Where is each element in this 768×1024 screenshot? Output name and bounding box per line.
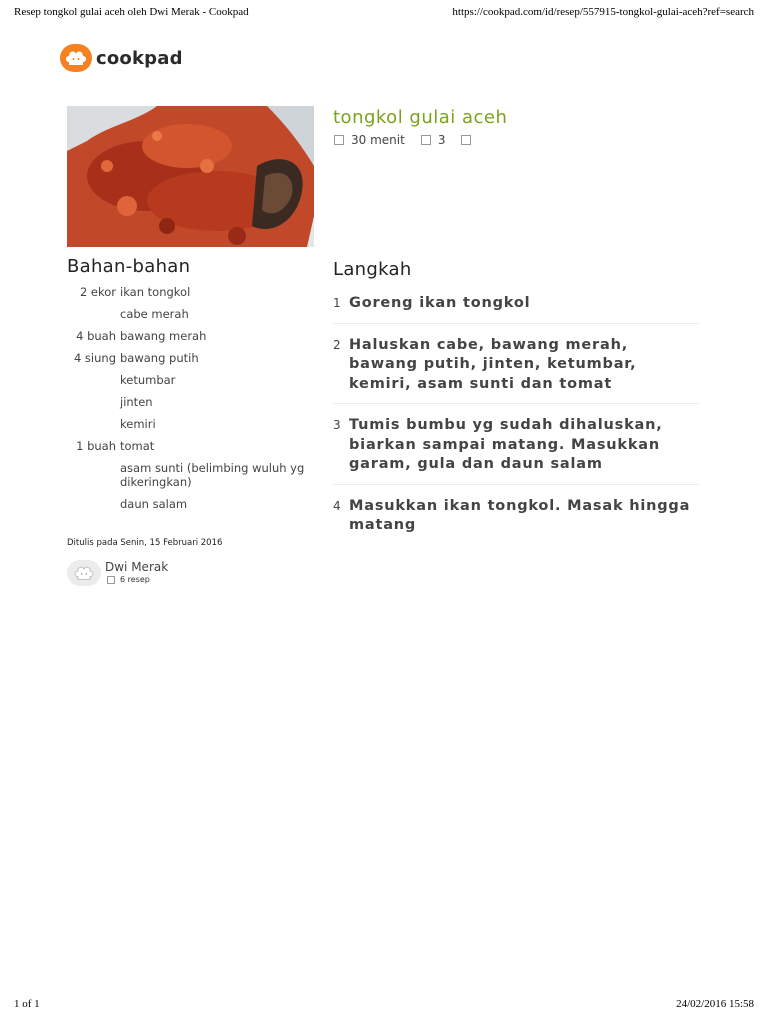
ingredient-qty (67, 307, 120, 321)
author-name[interactable]: Dwi Merak (105, 560, 169, 574)
step-number: 3 (333, 418, 341, 432)
clock-icon (334, 135, 344, 145)
page-number: 1 of 1 (14, 998, 40, 1010)
step-text: Masukkan ikan tongkol. Masak hingga matang (349, 497, 691, 533)
step-item (333, 495, 699, 545)
ingredient-name: bawang merah (120, 329, 207, 343)
ingredient-qty (67, 461, 120, 489)
step-text: Goreng ikan tongkol (349, 295, 531, 311)
ingredient-row (67, 417, 317, 431)
author-card[interactable] (67, 560, 168, 586)
author-recipe-count (105, 575, 168, 584)
cookpad-logo[interactable] (60, 44, 183, 72)
ingredient-name: ikan tongkol (120, 285, 191, 299)
ingredient-name: kemiri (120, 417, 156, 431)
ingredient-row (67, 307, 317, 321)
ingredient-row (67, 351, 317, 365)
bookmark-icon[interactable] (461, 135, 471, 145)
ingredient-row (67, 439, 317, 453)
ingredient-row (67, 497, 317, 511)
written-date: Ditulis pada Senin, 15 Februari 2016 (67, 538, 223, 548)
ingredient-name: tomat (120, 439, 155, 453)
recipe-meta (334, 133, 478, 147)
print-date: 24/02/2016 15:58 (676, 998, 754, 1010)
ingredients-heading: Bahan-bahan (67, 256, 191, 277)
step-number: 1 (333, 296, 341, 310)
recipe-book-icon (107, 576, 115, 584)
ingredient-qty: 4 buah (76, 329, 116, 343)
ingredient-row (67, 395, 317, 409)
cooking-time: 30 menit (351, 133, 405, 147)
print-page-title: Resep tongkol gulai aceh oleh Dwi Merak - Cookpad (14, 6, 249, 18)
chef-hat-icon (60, 44, 92, 72)
print-page-url: https://cookpad.com/id/resep/557915-tongkol-gulai-aceh?ref=search (452, 6, 754, 18)
ingredient-name: asam sunti (belimbing wuluh yg dikeringkan) (120, 461, 305, 489)
print-footer (14, 998, 754, 1014)
ingredients-list (67, 285, 317, 519)
ingredient-row (67, 285, 317, 299)
ingredient-name: bawang putih (120, 351, 199, 365)
recipe-photo (67, 106, 314, 247)
ingredient-qty (67, 497, 120, 511)
recipe-count-label: 6 resep (120, 575, 150, 584)
ingredient-qty: 4 siung (73, 351, 116, 365)
steps-list (333, 292, 699, 555)
ingredient-row (67, 373, 317, 387)
steps-heading: Langkah (333, 259, 412, 280)
step-item (333, 414, 699, 485)
print-header (14, 6, 754, 22)
step-item (333, 292, 699, 324)
step-text: Tumis bumbu yg sudah dihaluskan, biarkan sampai matang. Masukkan garam, gula dan daun salam (349, 417, 663, 472)
servings: 3 (437, 133, 446, 147)
ingredient-qty (67, 373, 120, 387)
ingredient-qty: 2 ekor (79, 285, 116, 299)
ingredient-name: ketumbar (120, 373, 176, 387)
ingredient-name: jinten (120, 395, 153, 409)
ingredient-qty: 1 buah (76, 439, 116, 453)
avatar[interactable] (67, 560, 101, 586)
recipe-title: tongkol gulai aceh (333, 107, 508, 128)
step-number: 2 (333, 337, 341, 352)
step-item (333, 334, 699, 405)
step-text: Haluskan cabe, bawang merah, bawang putih, jinten, ketumbar, kemiri, asam sunti dan tomat (349, 336, 637, 392)
ingredient-name: daun salam (120, 497, 188, 511)
ingredient-row (67, 329, 317, 343)
ingredient-qty (67, 395, 120, 409)
step-number: 4 (333, 498, 341, 513)
person-icon (421, 135, 431, 145)
logo-text: cookpad (96, 47, 183, 69)
ingredient-name: cabe merah (120, 307, 189, 321)
ingredient-qty (67, 417, 120, 431)
ingredient-row (67, 461, 317, 489)
